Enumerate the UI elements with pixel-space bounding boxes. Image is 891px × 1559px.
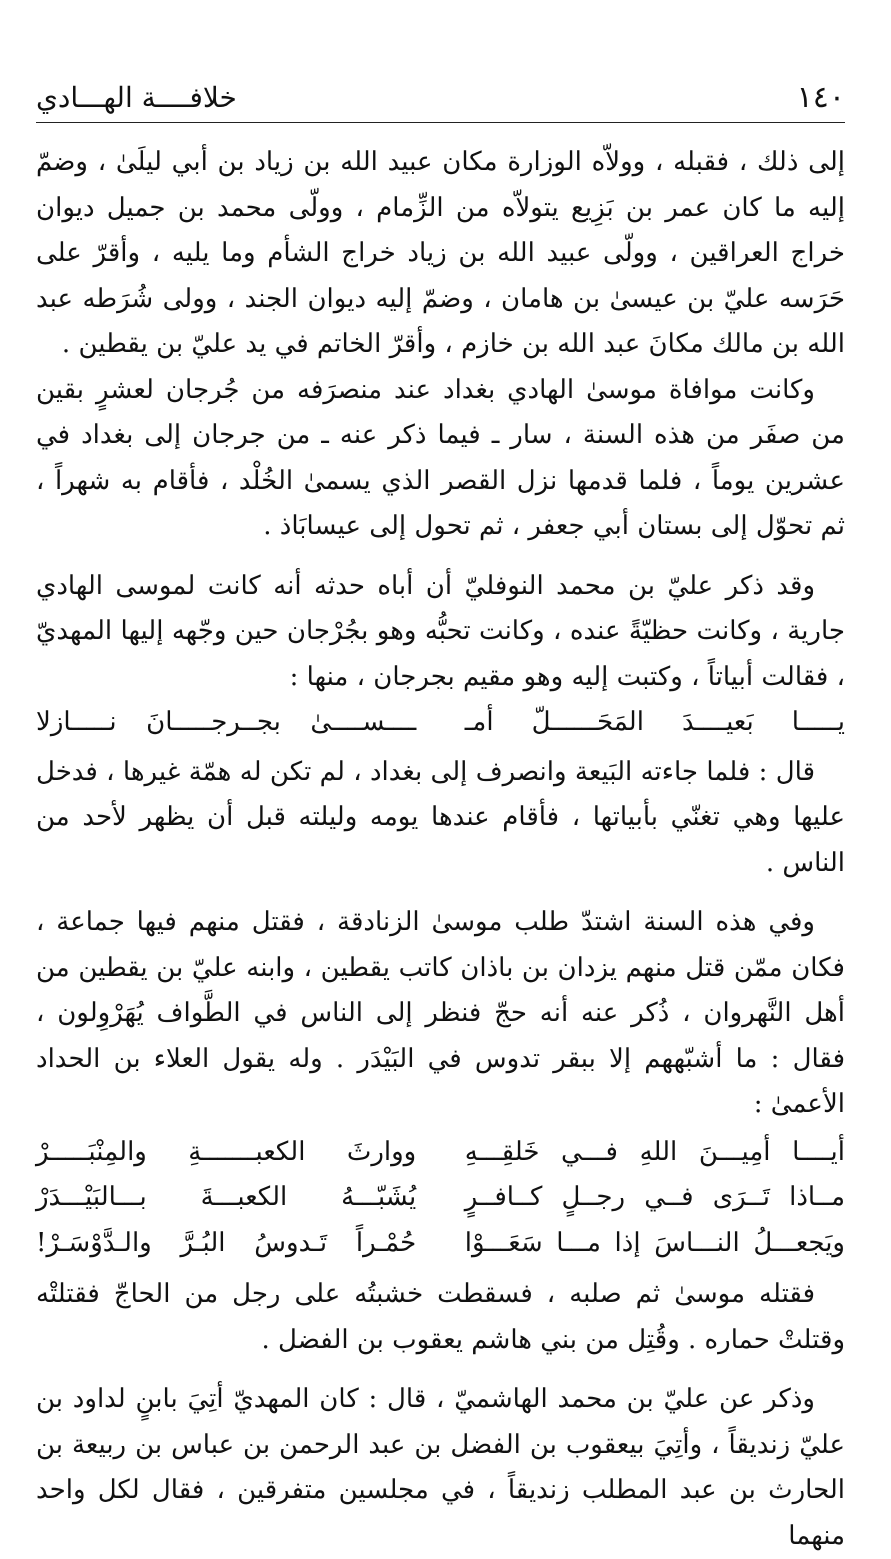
poem-block — [36, 1130, 845, 1267]
verse-hemistich-second: ــــســــىٰ بجــرجـــــانَ نـــــازلا — [36, 707, 417, 737]
paragraph-1: إلى ذلك ، فقبله ، وولاّه الوزارة مكان عبيد الله بن زياد بن أبي ليلَىٰ ، وضمّ إليه ما كان عمر بن بَزِيع يتولاّه من الزِّمام ، وولّى محمد بن جميل ديوان خراج العراقين ، وولّى عبيد الله بن زياد خراج الشأم وما يليه ، وأقرّ على حَرَسه عليّ بن عيسىٰ بن هامان ، وضمّ إليه ديوان الجند ، وولى شُرَطه عبد الله بن مالك مكانَ عبد الله بن خازم ، وأقرّ الخاتم في يد عليّ بن يقطين . — [36, 147, 845, 359]
verse-hemistich-second: ووارثَ الكعبـــــــةِ والمِنْبَـــــرْ — [36, 1136, 417, 1167]
verse-line-1 — [36, 700, 845, 746]
poem-verse — [36, 1130, 845, 1176]
verse-hemistich-first: مــاذا تَــرَى فــي رجــلٍ كــافــرٍ — [464, 1182, 845, 1212]
verse-hemistich-second: حُمْـراً تَـدوسُ البُـرَّ والـدَّوْسَـرْ! — [36, 1227, 417, 1258]
paragraph-2: وكانت موافاة موسىٰ الهادي بغداد عند منصرَفه من جُرجان لعشرٍ بقين من صفَر من هذه السنة ، سار ـ فيما ذكر عنه ـ من جرجان إلى بغداد في عشرين يوماً ، فلما قدمها نزل القصر الذي يسمىٰ الخُلْد ، فأقام به شهراً ، ثم تحوّل إلى بستان أبي جعفر ، ثم تحول إلى عيسابَاذ . — [36, 374, 845, 541]
verse-hemistich-first: أيــــا أمِيـــنَ اللهِ فـــي خَلقِـــهِ — [464, 1136, 845, 1167]
running-title: خلافــــة الهـــادي — [36, 80, 237, 114]
paragraph-3: وقد ذكر عليّ بن محمد النوفليّ أن أباه حدثه أنه كانت لموسى الهادي جارية ، وكانت حظيّةً عنده ، وكانت تحبُّه وهو بجُرْجان حين وجّهه إليها المهديّ ، فقالت أبياتاً ، وكتبت إليه وهو مقيم بجرجان ، منها : — [36, 570, 845, 692]
page-header — [36, 72, 845, 123]
verse-hemistich-first: ويَجعـــلُ النـــاسَ إذا مـــا سَعَـــوْا — [464, 1227, 845, 1258]
paragraph-6: فقتله موسىٰ ثم صلبه ، فسقطت خشبتُه على رجل من الحاجّ فقتلتْه وقتلتْ حماره . وقُتِل من بني هاشم يعقوب بن الفضل . — [36, 1279, 845, 1355]
paragraph-4: قال : فلما جاءته البَيعة وانصرف إلى بغداد ، لم تكن له همّة غيرها ، فدخل عليها وهي تغنّي بأبياتها ، فأقام عندها يومه وليلته قبل أن يظهر لأحد من الناس . — [36, 756, 846, 878]
poem-verse — [36, 1221, 845, 1267]
paragraph-5: وفي هذه السنة اشتدّ طلب موسىٰ الزنادقة ، فقتل منهم فيها جماعة ، فكان ممّن قتل منهم يزدان بن باذان كاتب يقطين ، وابنه عليّ بن يقطين من أهل النَّهروان ، ذُكر عنه أنه حجّ فنظر إلى الناس في الطَّواف يُهَرْوِلون ، فقال : ما أشبّههم إلا ببقر تدوس في البَيْدَر . وله يقول العلاء بن الحداد الأعمىٰ : — [36, 907, 845, 1119]
page-body — [36, 140, 845, 1559]
page-number: ١٤٠ — [796, 79, 845, 115]
paragraph-7: وذكر عن عليّ بن محمد الهاشميّ ، قال : كان المهديّ أتِيَ بابنٍ لداود بن عليّ زنديقاً ، وأتِيَ بيعقوب بن الفضل بن عبد الرحمن بن عباس بن ربيعة بن الحارث بن عبد المطلب زنديقاً ، في مجلسين متفرقين ، فقال لكل واحد منهما — [36, 1384, 845, 1551]
poem-verse — [36, 1175, 845, 1221]
verse-hemistich-second: يُشَبّـــهُ الكعبـــةَ بـــالبَيْـــدَرْ — [36, 1182, 417, 1212]
verse-hemistich-first: يـــــا بَعيــــدَ المَحَــــــلّ أمـ — [464, 707, 845, 737]
